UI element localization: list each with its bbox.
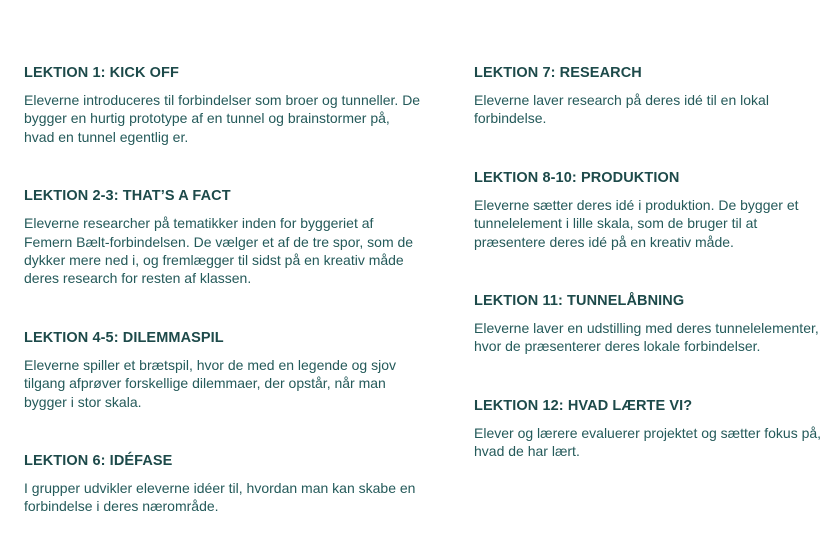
lesson-title: LEKTION 12: HVAD LÆRTE VI? [474,397,693,414]
lesson-title: LEKTION 2-3: THAT’S A FACT [24,188,231,205]
lesson-12 [474,397,824,461]
lesson-4-5 [24,329,424,411]
lesson-title: LEKTION 4-5: DILEMMASPIL [24,329,224,346]
lesson-title: LEKTION 7: RESEARCH [474,65,642,81]
lesson-title: LEKTION 11: TUNNELÅBNING [474,293,685,310]
lesson-description: Eleverne laver en udstilling med deres tunnelelementer, hvor de præsenterer deres lokale forbindelser. [474,320,819,355]
lesson-description: Eleverne sætter deres idé i produktion. De bygger et tunnelelement i lille skala, som de bruger til at præsentere deres idé på en kreativ måde. [474,196,799,250]
lesson-11 [474,292,824,356]
left-column [24,64,424,557]
lesson-description: Eleverne laver research på deres idé til en lokal forbindelse. [474,92,769,127]
lesson-title: LEKTION 1: KICK OFF [24,65,179,81]
lesson-title: LEKTION 8-10: PRODUKTION [474,169,680,186]
lesson-2-3 [24,187,424,288]
lesson-description: Eleverne spiller et brætspil, hvor de med en legende og sjov tilgang afprøver forskellige dilemmaer, der opstår, når man bygger i stor skala. [24,356,396,410]
lesson-8-10 [474,169,824,251]
lesson-description: Eleverne introduceres til forbindelser som broer og tunneller. De bygger en hurtig prototype af en tunnel og brainstormer på, hvad en tunnel egentlig er. [24,92,421,145]
right-column [474,64,824,502]
lesson-title: LEKTION 6: IDÉFASE [24,453,173,470]
lesson-6 [24,452,424,516]
lesson-1 [24,64,424,146]
lesson-description: Eleverne researcher på tematikker inden for byggeriet af Femern Bælt-forbindelsen. De vælger et af de tre spor, som de dykker mere ned i, og fremlægger til sidst på en kreativ måde deres research for resten af klassen. [24,215,414,287]
lesson-description: I grupper udvikler eleverne idéer til, hvordan man kan skabe en forbindelse i deres nærområde. [24,480,416,515]
lesson-description: Elever og lærere evaluerer projektet og sætter fokus på, hvad de har lært. [474,424,822,460]
lesson-7 [474,64,824,128]
